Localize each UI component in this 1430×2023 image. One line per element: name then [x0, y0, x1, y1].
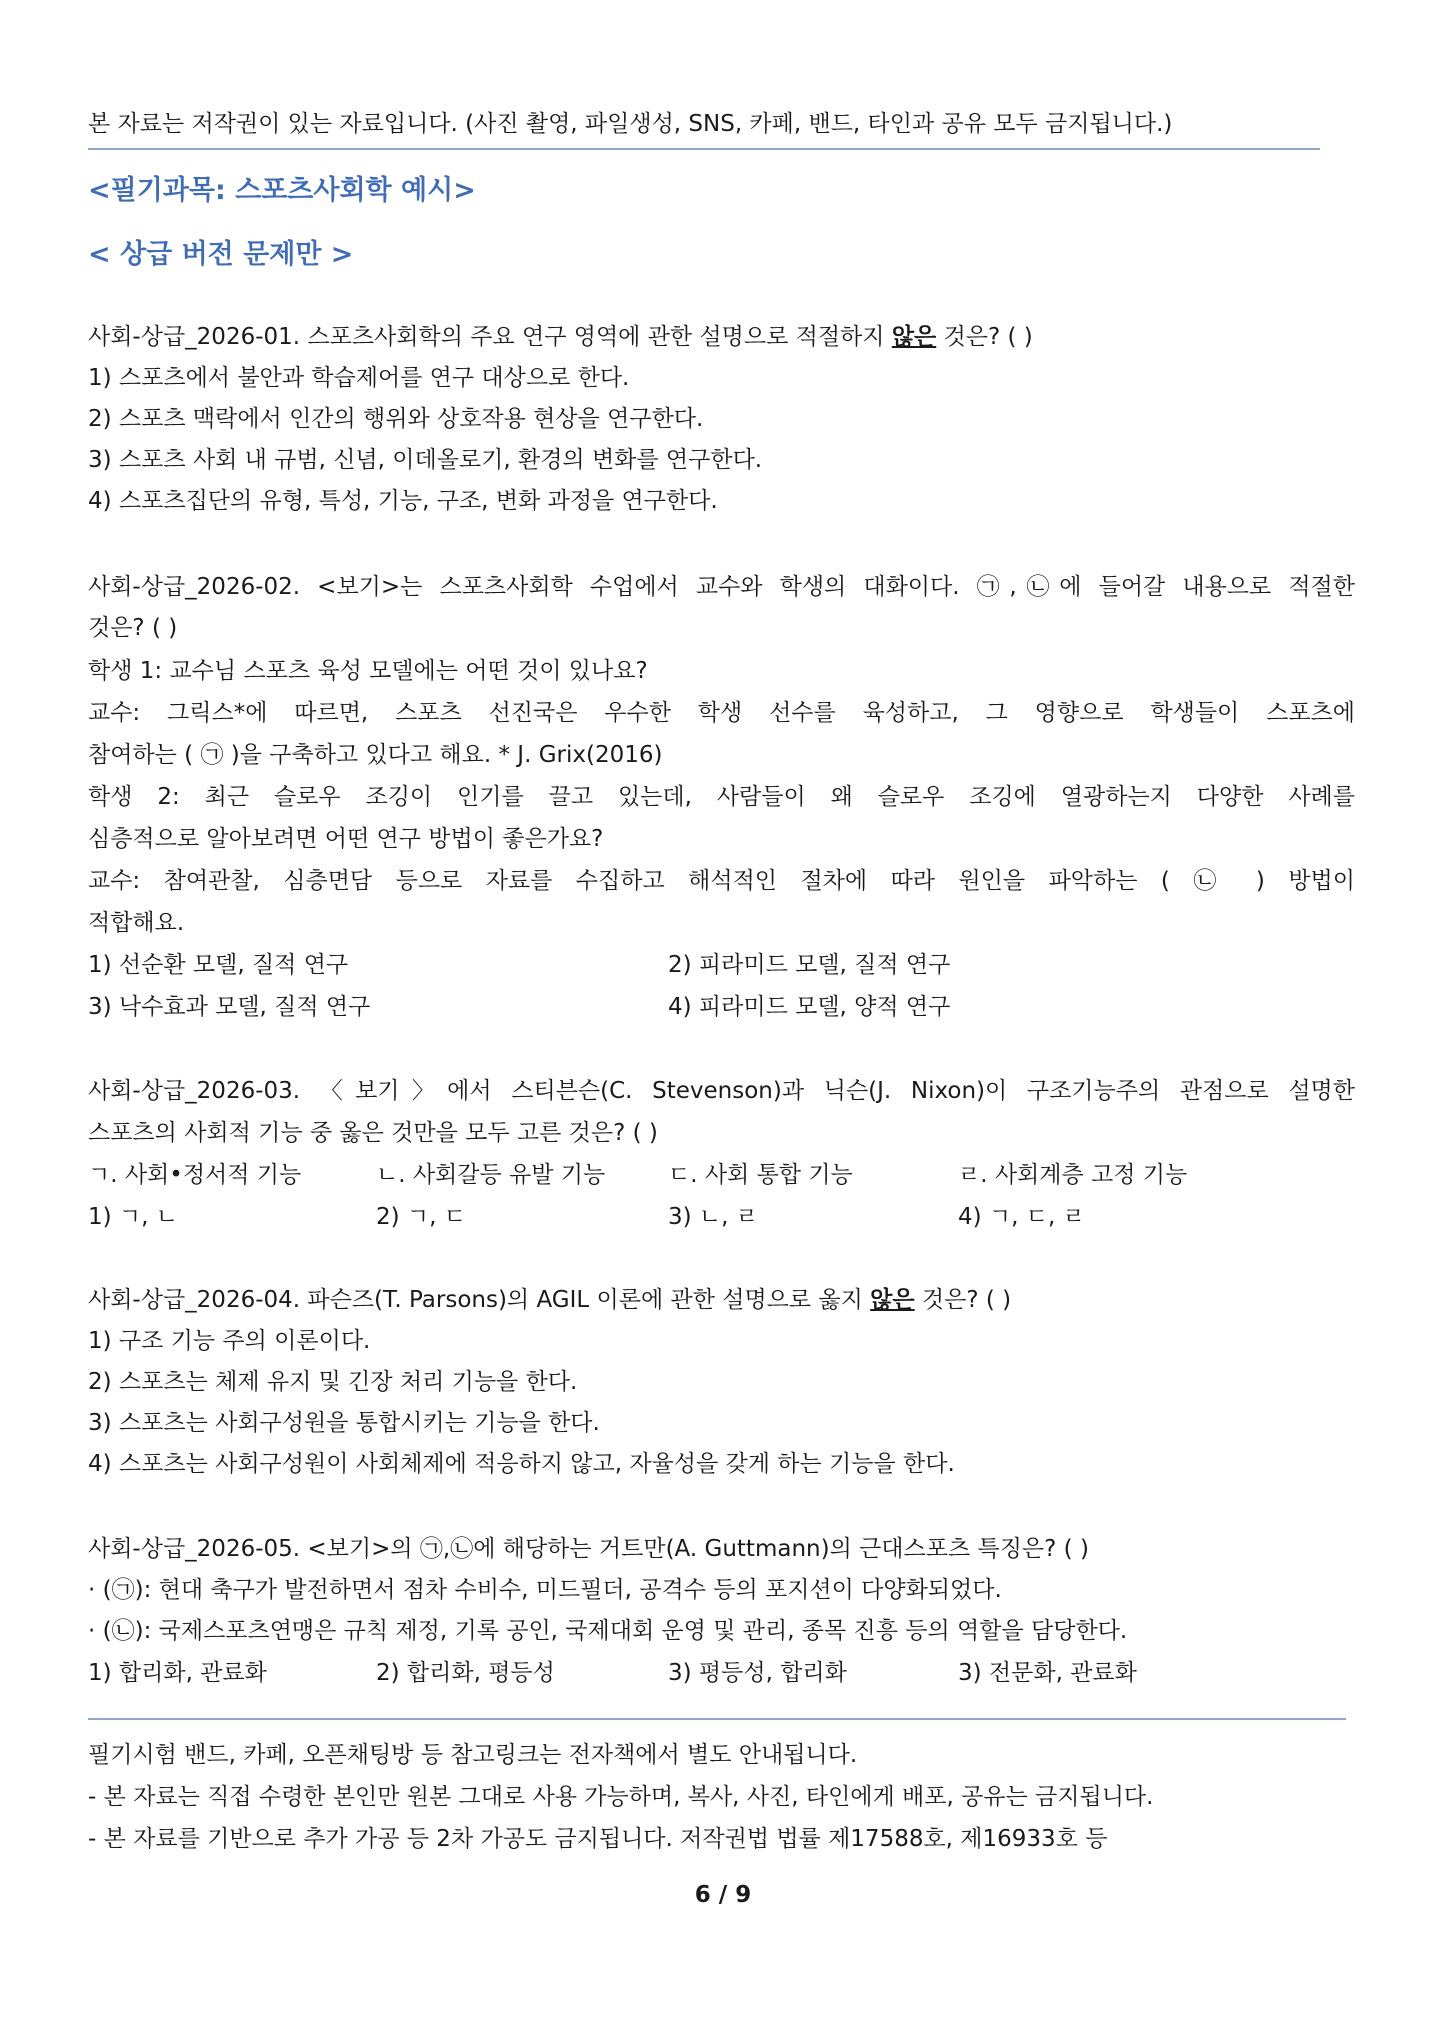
question-4-stem — [88, 1283, 1011, 1317]
dialogue-line: 심층적으로 알아보려면 어떤 연구 방법이 좋은가요? — [88, 826, 604, 852]
question-stem-text: 사회-상급_2026-04. 파슨즈(T. Parsons)의 AGIL 이론에 관한 설명으로 옳지 — [88, 1287, 863, 1313]
question-4-option-3: 3) 스포츠는 사회구성원을 통합시키는 기능을 한다. — [88, 1410, 600, 1436]
version-title: < 상급 버전 문제만 > — [88, 239, 354, 270]
question-emphasis: 않은 — [870, 1287, 915, 1313]
copyright-notice: 본 자료는 저작권이 있는 자료입니다. (사진 촬영, 파일생성, SNS, 카페, 밴드, 타인과 공유 모두 금지됩니다.) — [88, 111, 1173, 137]
question-1-option-3: 3) 스포츠 사회 내 규범, 신념, 이데올로기, 환경의 변화를 연구한다. — [88, 447, 763, 473]
question-2-option-4: 4) 피라미드 모델, 양적 연구 — [668, 994, 951, 1020]
question-3-choice-4: ㄹ. 사회계층 고정 기능 — [958, 1162, 1188, 1188]
page-number: 6 / 9 — [694, 1882, 752, 1908]
dialogue-line: 적합해요. — [88, 910, 185, 936]
question-5-option-2: 2) 합리화, 평등성 — [376, 1660, 555, 1686]
question-3-option-1: 1) ㄱ, ㄴ — [88, 1204, 178, 1230]
footer-note: 필기시험 밴드, 카페, 오픈채팅방 등 참고링크는 전자책에서 별도 안내됩니다. — [88, 1742, 858, 1768]
dialogue-line: 교수: 참여관찰, 심층면담 등으로 자료를 수집하고 해석적인 절차에 따라 원인을 파악하는 ( ㉡ ) 방법이 — [88, 868, 1355, 894]
question-4-option-1: 1) 구조 기능 주의 이론이다. — [88, 1328, 371, 1354]
question-5-stem: 사회-상급_2026-05. <보기>의 ㉠,㉡에 해당하는 거트만(A. Guttmann)의 근대스포츠 특징은? ( ) — [88, 1536, 1089, 1562]
question-5-option-3: 3) 평등성, 합리화 — [668, 1660, 847, 1686]
question-1-option-4: 4) 스포츠집단의 유형, 특성, 기능, 구조, 변화 과정을 연구한다. — [88, 488, 718, 514]
question-5-option-1: 1) 합리화, 관료화 — [88, 1660, 267, 1686]
question-5-bullet-1: · (㉠): 현대 축구가 발전하면서 점차 수비수, 미드필더, 공격수 등의 포지션이 다양화되었다. — [88, 1577, 1002, 1603]
question-1-stem — [88, 320, 1033, 354]
dialogue-line: 학생 1: 교수님 스포츠 육성 모델에는 어떤 것이 있나요? — [88, 658, 648, 684]
question-3-option-3: 3) ㄴ, ㄹ — [668, 1204, 758, 1230]
question-3-stem-line-2: 스포츠의 사회적 기능 중 옳은 것만을 모두 고른 것은? ( ) — [88, 1120, 658, 1146]
question-3-choice-1: ㄱ. 사회•정서적 기능 — [88, 1162, 302, 1188]
footer-divider — [88, 1718, 1346, 1720]
question-emphasis: 않은 — [891, 324, 937, 350]
question-5-bullet-2: · (㉡): 국제스포츠연맹은 규칙 제정, 기록 공인, 국제대회 운영 및 관리, 종목 진흥 등의 역할을 담당한다. — [88, 1618, 1128, 1644]
question-3-choice-3: ㄷ. 사회 통합 기능 — [668, 1162, 853, 1188]
subject-title: <필기과목: 스포츠사회학 예시> — [88, 175, 476, 206]
question-4-option-2: 2) 스포츠는 체제 유지 및 긴장 처리 기능을 한다. — [88, 1369, 578, 1395]
question-stem-text: 것은? ( ) — [921, 1287, 1012, 1313]
question-2-option-1: 1) 선순환 모델, 질적 연구 — [88, 952, 349, 978]
question-2-stem-line-2: 것은? ( ) — [88, 615, 178, 641]
header-divider — [88, 148, 1320, 150]
footer-note: - 본 자료는 직접 수령한 본인만 원본 그대로 사용 가능하며, 복사, 사진, 타인에게 배포, 공유는 금지됩니다. — [88, 1784, 1154, 1810]
dialogue-line: 교수: 그릭스*에 따르면, 스포츠 선진국은 우수한 학생 선수를 육성하고, 그 영향으로 학생들이 스포츠에 — [88, 700, 1355, 726]
question-5-option-4: 3) 전문화, 관료화 — [958, 1660, 1137, 1686]
question-3-stem-line-1: 사회-상급_2026-03. 〈보기〉에서 스티븐슨(C. Stevenson)과 닉슨(J. Nixon)이 구조기능주의 관점으로 설명한 — [88, 1078, 1355, 1104]
question-2-option-3: 3) 낙수효과 모델, 질적 연구 — [88, 994, 371, 1020]
dialogue-line: 참여하는 ( ㉠ )을 구축하고 있다고 해요. * J. Grix(2016) — [88, 742, 663, 768]
question-3-option-2: 2) ㄱ, ㄷ — [376, 1204, 466, 1230]
dialogue-line: 학생 2: 최근 슬로우 조깅이 인기를 끌고 있는데, 사람들이 왜 슬로우 조깅에 열광하는지 다양한 사례를 — [88, 784, 1355, 810]
question-3-choice-2: ㄴ. 사회갈등 유발 기능 — [376, 1162, 606, 1188]
question-4-option-4: 4) 스포츠는 사회구성원이 사회체제에 적응하지 않고, 자율성을 갖게 하는 기능을 한다. — [88, 1451, 955, 1477]
question-2-stem-line-1: 사회-상급_2026-02. <보기>는 스포츠사회학 수업에서 교수와 학생의 대화이다. ㉠,㉡에 들어갈 내용으로 적절한 — [88, 574, 1355, 600]
question-stem-text: 것은? ( ) — [943, 324, 1033, 350]
question-2-option-2: 2) 피라미드 모델, 질적 연구 — [668, 952, 951, 978]
question-stem-text: 사회-상급_2026-01. 스포츠사회학의 주요 연구 영역에 관한 설명으로 적절하지 — [88, 324, 885, 350]
footer-note: - 본 자료를 기반으로 추가 가공 등 2차 가공도 금지됩니다. 저작권법 법률 제17588호, 제16933호 등 — [88, 1826, 1108, 1852]
question-3-option-4: 4) ㄱ, ㄷ, ㄹ — [958, 1204, 1085, 1230]
question-1-option-2: 2) 스포츠 맥락에서 인간의 행위와 상호작용 현상을 연구한다. — [88, 406, 704, 432]
question-1-option-1: 1) 스포츠에서 불안과 학습제어를 연구 대상으로 한다. — [88, 365, 630, 391]
